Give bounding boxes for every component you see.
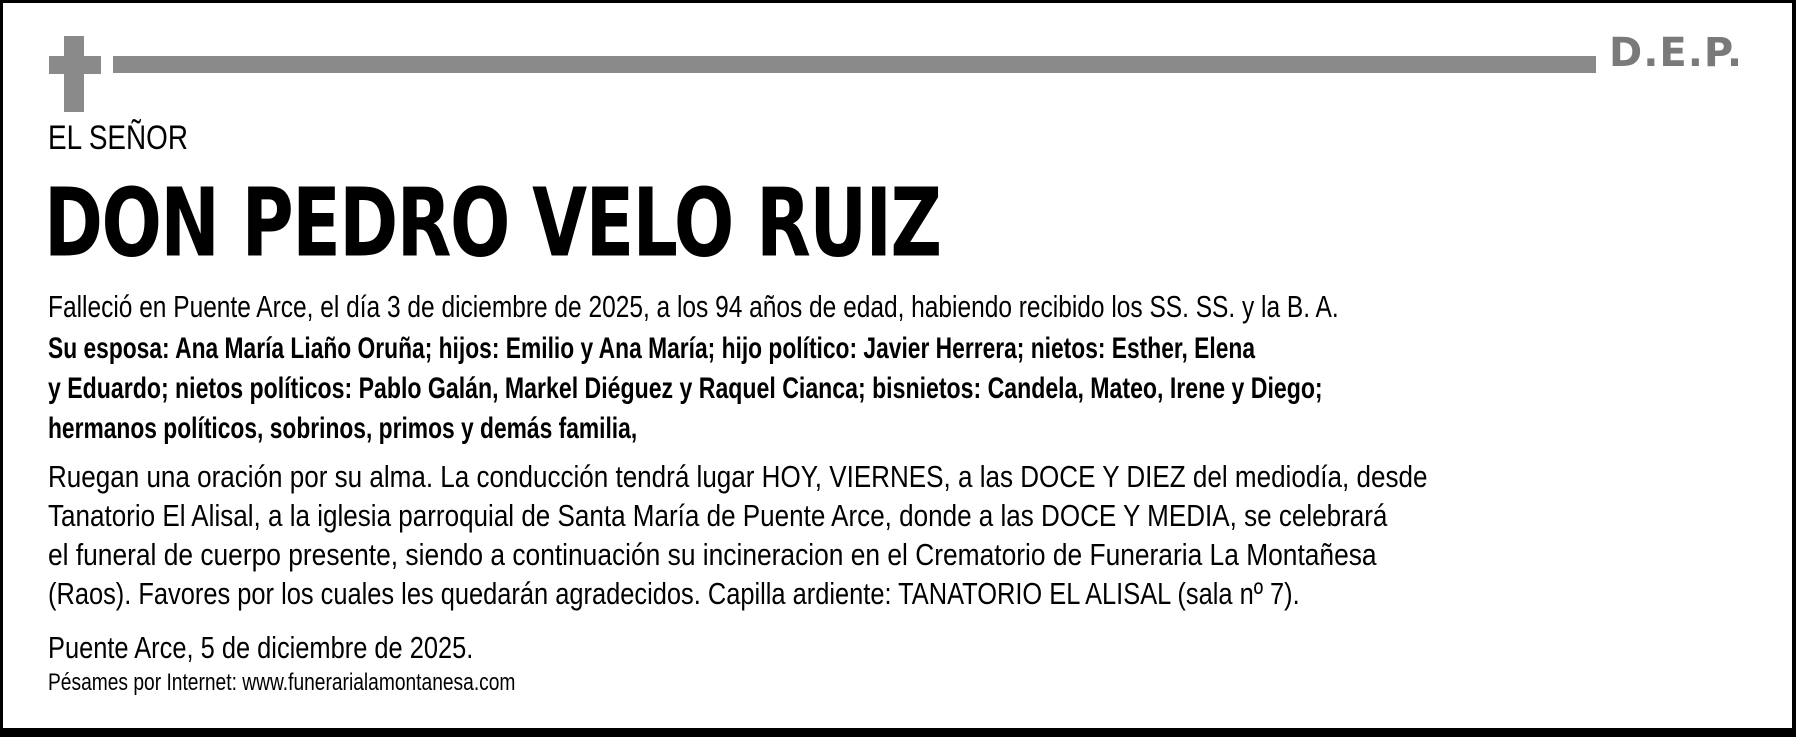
- place-date: Puente Arce, 5 de diciembre de 2025.: [48, 630, 474, 665]
- cross-icon: [64, 36, 84, 112]
- condolences-link[interactable]: Pésames por Internet: www.funerarialamontanesa.com: [48, 669, 516, 696]
- deceased-name: DON PEDRO VELO RUIZ: [44, 168, 941, 278]
- death-line: Falleció en Puente Arce, el día 3 de diciembre de 2025, a los 94 años de edad, habiendo recibido los SS. SS. y la B. A.: [48, 289, 1339, 324]
- header-rule: [113, 56, 1596, 73]
- dep-label: D.E.P.: [1609, 30, 1744, 76]
- family-line: Su esposa: Ana María Liaño Oruña; hijos: Emilio y Ana María; hijo político: Javier Herrera; nietos: Esther, Elena: [48, 332, 1255, 365]
- family-line: hermanos políticos, sobrinos, primos y demás familia,: [48, 412, 638, 445]
- service-line: (Raos). Favores por los cuales les quedarán agradecidos. Capilla ardiente: TANATORIO EL ALISAL (sala nº 7).: [48, 576, 1300, 611]
- family-line: y Eduardo; nietos políticos: Pablo Galán, Markel Diéguez y Raquel Cianca; bisnietos: Candela, Mateo, Irene y Diego;: [48, 372, 1323, 405]
- honorific: EL SEÑOR: [48, 119, 188, 157]
- service-line: Tanatorio El Alisal, a la iglesia parroquial de Santa María de Puente Arce, donde a las DOCE Y MEDIA, se celebrará: [48, 498, 1388, 533]
- cross-icon-arm: [49, 56, 101, 74]
- service-line: el funeral de cuerpo presente, siendo a continuación su incineracion en el Crematorio de Funeraria La Montañesa: [48, 537, 1377, 572]
- service-line: Ruegan una oración por su alma. La conducción tendrá lugar HOY, VIERNES, a las DOCE Y DIEZ del mediodía, desde: [48, 459, 1428, 494]
